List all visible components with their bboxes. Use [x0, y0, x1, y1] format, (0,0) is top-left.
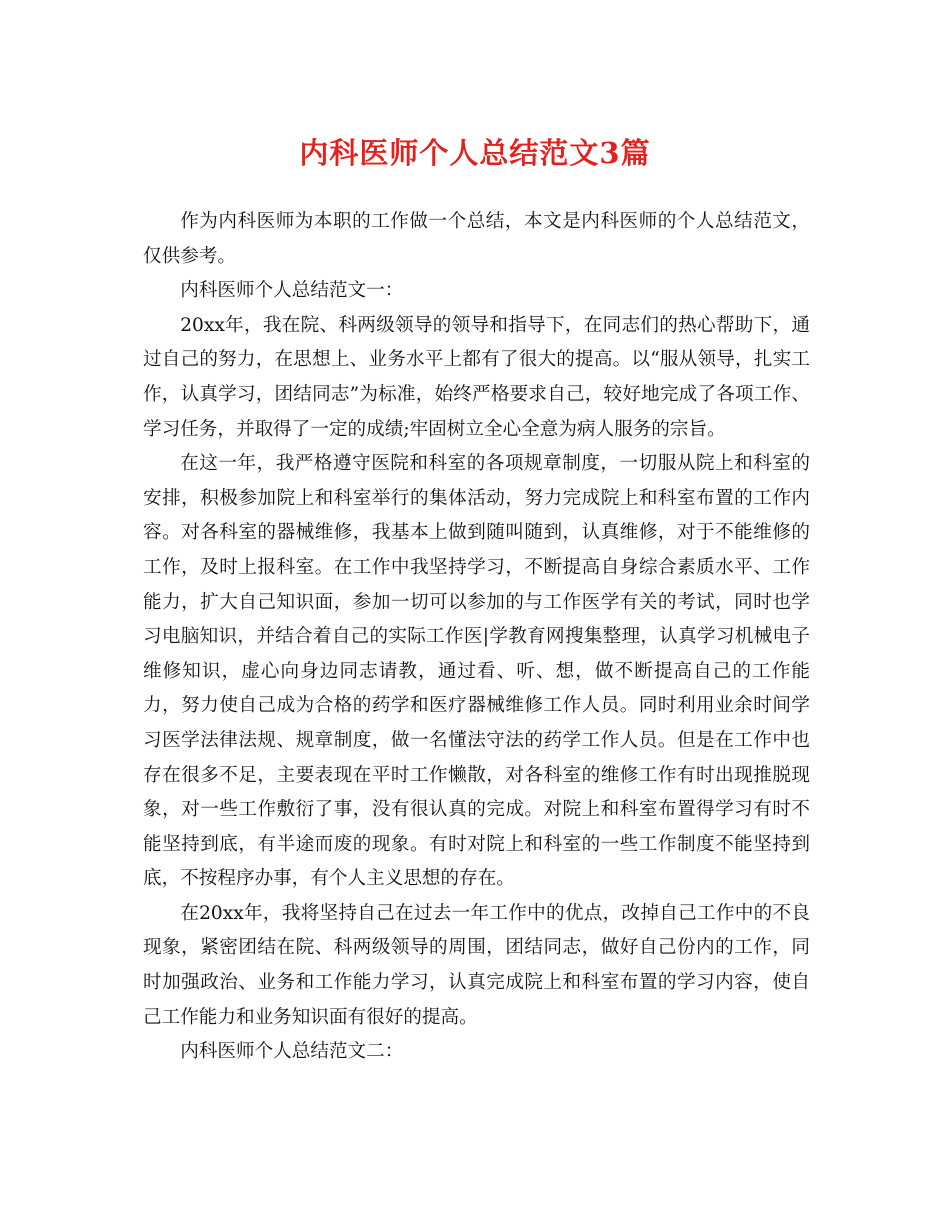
intro-paragraph: 作为内科医师为本职的工作做一个总结，本文是内科医师的个人总结范文，仅供参考。 — [143, 211, 810, 267]
body-paragraph: 在20xx年，我将坚持自己在过去一年工作中的优点，改掉自己工作中的不良现象，紧密团结在院、科两级领导的周围，团结同志，做好自己份内的工作，同时加强政治、业务和工作能力学习，认真完成院上和科室布置的学习内容，使自己工作能力和业务知识面有很好的提高。 — [143, 902, 810, 1028]
document-body — [143, 205, 810, 1070]
section-heading-two: 内科医师个人总结范文二： — [180, 1041, 404, 1063]
body-paragraph: 在这一年，我严格遵守医院和科室的各项规章制度，一切服从院上和科室的安排，积极参加院上和科室举行的集体活动，努力完成院上和科室布置的工作内容。对各科室的器械维修，我基本上做到随叫随到，认真维修，对于不能维修的工作，及时上报科室。在工作中我坚持学习，不断提高自身综合素质水平、工作能力，扩大自己知识面，参加一切可以参加的与工作医学有关的考试，同时也学习电脑知识，并结合着自己的实际工作医|学教育网搜集整理，认真学习机械电子维修知识，虚心向身边同志请教，通过看、听、想，做不断提高自己的工作能力，努力使自己成为合格的药学和医疗器械维修工作人员。同时利用业余时间学习医学法律法规、规章制度，做一名懂法守法的药学工作人员。但是在工作中也存在很多不足，主要表现在平时工作懒散，对各科室的维修工作有时出现推脱现象，对一些工作敷衍了事，没有很认真的完成。对院上和科室布置得学习有时不能坚持到底，有半途而废的现象。有时对院上和科室的一些工作制度不能坚持到底，不按程序办事，有个人主义思想的存在。 — [143, 453, 810, 890]
document-title: 内科医师个人总结范文3篇 — [299, 136, 651, 170]
body-paragraph: 20xx年，我在院、科两级领导的领导和指导下，在同志们的热心帮助下，通过自己的努力，在思想上、业务水平上都有了很大的提高。以“服从领导，扎实工作，认真学习，团结同志”为标准，始终严格要求自己，较好地完成了各项工作、学习任务，并取得了一定的成绩;牢固树立全心全意为病人服务的宗旨。 — [143, 314, 810, 440]
section-heading-one: 内科医师个人总结范文一： — [180, 280, 404, 302]
